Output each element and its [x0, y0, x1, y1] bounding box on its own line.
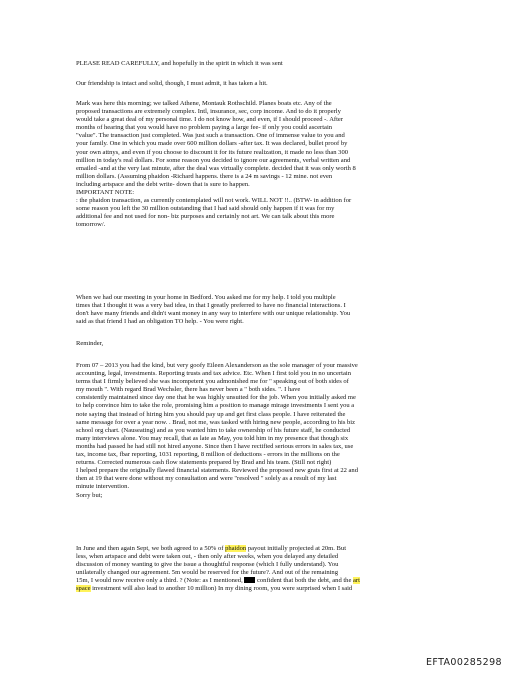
reminder-line: Reminder,: [76, 340, 104, 347]
highlight-space: space: [76, 585, 91, 593]
highlight-art: art: [353, 577, 360, 585]
june-text-2: payout initially projected at 20m. But less, when artspace and debt were taken out, - then only after weeks, when you delayed any detailed discussion of money wanting to give the issue a thoughtful response (which I fully understand). You unilaterally changed our agreement. 5m would be reserved for the future?. And out of the remaining 15m, I would now receive only a third. ? (Note: as I mentioned,: [76, 545, 347, 585]
bates-number: EFTA00285298: [425, 657, 502, 668]
june-text-4: investment will also lead to another 10 million) In my dining room, you were surprised when I said: [90, 585, 353, 593]
history-paragraph: From 07 – 2013 you had the kind, but very goofy Eileen Alexanderson as the sole manager of your massive accounting, legal, investments. Reporting trusts and tax advice. Etc. When I first told you in no uncertain terms that I firmly believed she was incompetent you admonished me for " speaking out of both sides of my mouth ". With regard Brad Wechsler, there has never been a " both sides. ". I have consistently maintained since day one that he was highly unsuited for the job. When you initially asked me to help convince him to take the role, promising him a position to manage mirage investments I sent you a note saying that instead of hiring him you should pay up and get first class people. I have reiterated the same message for over a year now. . Brad, not me, was tasked with hiring new people, according to his biz school org chart. (Nauseating) and as you wanted him to take ownership of his future staff, he conducted many interviews alone. You may recall, that as late as May, you told him in my presence that though six months had passed he had still not hired anyone. Since then I have rectified serious errors in sales tax, use tax, income tax, fbar reporting, 1031 reporting, 8 million of deductions - errors in the millions on the returns. Corrected numerous cash flow statements prepared by Brad and his team. (Still not right) I helped prepare the originally flawed financial statements. Reviewed the proposed new grats first at 22 and then at 19 that were done without my consultation and were "resolved " solely as a result of my last minute intervention. Sorry but;: [76, 362, 358, 499]
important-paragraph: : the phaidon transaction, as currently contemplated will not work. WILL NOT !!.. (BTW- in addition for some reason you left the 30 million outstanding that I had said should only happen if it was for my additional fee and not used for non- biz purposes and certainly not art. We can talk about this more tomorrow/.: [76, 197, 352, 229]
june-paragraph: [76, 545, 442, 594]
important-heading: IMPORTANT NOTE:: [76, 189, 135, 196]
june-text-1: In June and then again Sept, we both agreed to a 50% of: [76, 545, 226, 552]
highlight-phaidon: phaidon: [225, 545, 247, 552]
header-line: PLEASE READ CAREFULLY, and hopefully in the spirit in which it was sent: [76, 60, 283, 67]
bedford-paragraph: When we had our meeting in your home in Bedford. You asked me for my help. I told you multiple times that I thought it was a very bad idea, in that I greatly preferred to have no financial interactions. I don't have many friends and didn't want money in any way to interfere with our unique relationship. You said as that friend I had an obligation TO help. - You were right.: [76, 294, 351, 326]
mark-paragraph: Mark was here this morning; we talked Athene, Montauk Rothschild. Planes boats etc. Any of the proposed transactions are extremely complex. Intl, insurance, sec, corp income. And to do it properly would take a great deal of my personal time. I do not know how, and even, if I should proceed -. After months of hearing that you would have no problem paying a large fee- if only you could ascertain "value". The transaction just completed. Was just such a transaction. One of immense value to you and your family. One in which you made over 600 million dollars -after tax. It was declared, bullet proof by your own attnys, and even if you choose to discount it for its future realization, it made no less than 300 million in today's real dollars. For some reason you decided to ignore our agreements, verbal written and emailed -and at the very last minute, after the deal was virtually complete. decided that it was only worth 8 million dollars. (Assuming phaidon -Richard happens. there is a 24 m savings - 12 mine. not even including artspace and the debt write- down that is sure to happen.: [76, 100, 356, 188]
june-text-3: confident that both the debt, and the: [255, 577, 353, 585]
friendship-line: Our friendship is intact and solid, though, I must admit, it has taken a hit.: [76, 80, 268, 87]
redaction-box: [244, 577, 255, 583]
